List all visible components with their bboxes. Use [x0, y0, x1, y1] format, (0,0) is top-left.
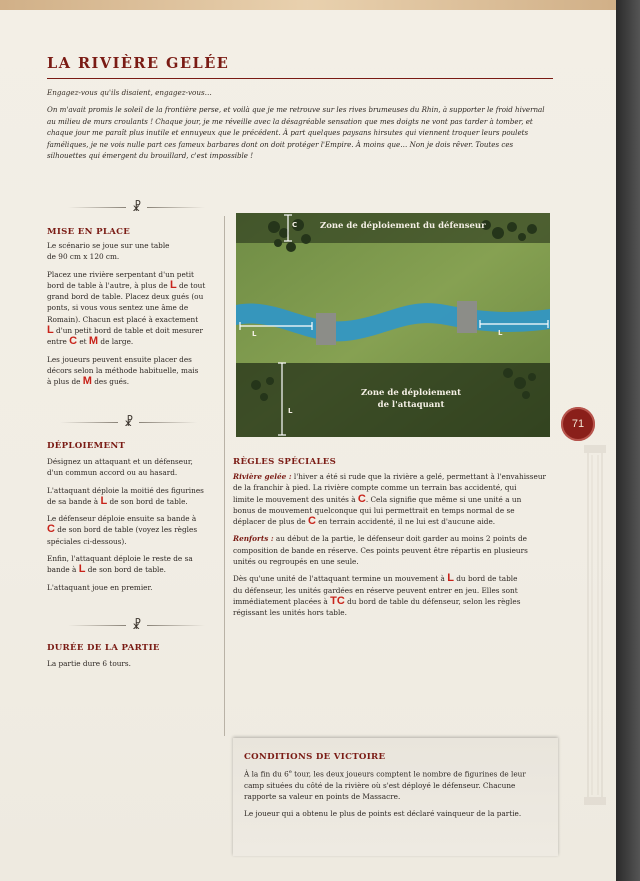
letter-L: L [78, 563, 86, 576]
text-line: régissant les unités hors table. [233, 608, 347, 618]
chi-rho-icon: ☧ [124, 415, 134, 429]
text-line: camp situées du côté de la rivière où s'est déployé le défenseur. Chacune [244, 780, 516, 790]
ford-left [316, 313, 336, 345]
text-line: bonus de mouvement quelconque qui lui permettrait en temps normal de se [233, 505, 515, 515]
text-line: L'attaquant déploie la moitié des figurines [47, 485, 204, 495]
chi-rho-icon: ☧ [132, 200, 142, 214]
text-line: à plus de M des gués. [47, 375, 130, 388]
victoire-text [244, 767, 554, 820]
text-line: Les joueurs peuvent ensuite placer des [47, 354, 192, 364]
letter-C: C [357, 492, 366, 505]
scan-edge [616, 0, 640, 881]
text-line: bande à L de son bord de table. [47, 563, 166, 576]
title-rule [47, 78, 553, 79]
letter-L: L [169, 278, 177, 291]
text-line: déplacer de plus de C en terrain accidenté, il ne lui est d'aucune aide. [233, 515, 496, 528]
map-label-l-right: L [498, 329, 503, 337]
attacker-zone-label-line: Zone de déploiement [360, 388, 462, 398]
text-line: décors selon la méthode habituelle, mais [47, 365, 199, 375]
text-line: spéciales ci-dessous). [47, 536, 127, 546]
page-title: LA RIVIÈRE GELÉE [47, 55, 230, 72]
intro-line: au milieu de murs croulants ! Chaque jour, je me réveille avec la désagréable sensation que mes doigts ne vont pas tarder à tomber, et [47, 116, 533, 126]
text-line: Rivière gelée : l'hiver a été si rude que la rivière a gelé, permettant à l'envahisseur [233, 472, 547, 481]
letter-L: L [47, 324, 54, 337]
text-line: unités ou regroupés en une seule. [233, 557, 359, 567]
text-line: limite le mouvement des unités à C. Cela signifie que même si une unité a un [233, 492, 522, 505]
text-line: Placez une rivière serpentant d'un petit [47, 269, 194, 279]
letter-M: M [88, 335, 99, 348]
intro-line: silhouettes qui émergent du brouillard, c'est impossible ! [47, 151, 254, 161]
column-pillar-decoration [582, 445, 608, 805]
column-divider [224, 216, 225, 736]
letter-C: C [307, 515, 316, 528]
intro-line: chaque jour me paraît plus inutile et ennuyeux que le précédent. À part quelques paysans hirsutes qui viennent troquer leurs poulets [47, 128, 529, 138]
text-line: À la fin du 6e tour, les deux joueurs comptent le nombre de figurines de leur [244, 769, 526, 779]
divider-line [147, 625, 205, 626]
letter-L: L [447, 572, 454, 585]
map-label-l-attacker: L [288, 407, 293, 415]
letter-M: M [82, 375, 92, 388]
attacker-zone-label [346, 387, 476, 411]
letter-TC: TC [330, 594, 345, 607]
divider-line [60, 422, 118, 423]
section-heading-deploiement: DÉPLOIEMENT [47, 441, 126, 451]
text-line: Désignez un attaquant et un défenseur, [47, 457, 193, 466]
text-line: de 90 cm x 120 cm. [47, 252, 120, 262]
ford-right [457, 301, 477, 333]
text-line: Le scénario se joue sur une table [47, 241, 170, 250]
chi-rho-divider [68, 200, 205, 214]
letter-L: L [100, 494, 108, 507]
text-line: entre C et M de large. [47, 335, 134, 348]
divider-line [68, 207, 126, 208]
map-label-c: C [292, 221, 298, 229]
text-line: du défenseur, les unités gardées en réserve peuvent entrer en jeu. Elles sont [233, 585, 518, 595]
intro-text [47, 104, 555, 162]
intro-lead: Engagez-vous qu'ils disaient, engagez-vous… [47, 88, 212, 97]
top-border [0, 0, 616, 10]
page-number-badge: 71 [561, 407, 595, 441]
text-line: C de son bord de table (voyez les règles [47, 523, 198, 536]
chi-rho-icon: ☧ [132, 618, 142, 632]
text-line: L d'un petit bord de table et doit mesurer [47, 324, 203, 337]
section-heading-regles: RÈGLES SPÉCIALES [233, 457, 337, 467]
intro-line: On m'avait promis le soleil de la frontière perse, et voilà que je me retrouve sur les rives brumeuses du Rhin, à supporter le froid hivernal [47, 105, 545, 114]
chi-rho-divider [60, 415, 197, 429]
chi-rho-divider [68, 618, 205, 632]
text-line: composition de bande en réserve. Ces points peuvent être répartis en plusieurs [233, 545, 528, 555]
deploiement-text [47, 456, 222, 593]
text-line: Romain). Chacun est placé à exactement [47, 314, 199, 324]
regles-text [233, 471, 553, 619]
text-line: bord de table à l'autre, à plus de L de tout [47, 278, 206, 291]
text-line: Enfin, l'attaquant déploie le reste de sa [47, 554, 193, 564]
mise-en-place-text [47, 240, 222, 388]
text-line: Le joueur qui a obtenu le plus de points est déclaré vainqueur de la partie. [244, 809, 522, 819]
duree-text: La partie dure 6 tours. [47, 659, 131, 668]
letter-C: C [69, 335, 78, 348]
divider-line [139, 422, 197, 423]
section-heading-mise-en-place: MISE EN PLACE [47, 227, 131, 237]
section-heading-victoire: CONDITIONS DE VICTOIRE [244, 752, 386, 762]
letter-C: C [47, 523, 55, 536]
defender-zone-label: Zone de déploiement du défenseur [320, 221, 486, 231]
divider-line [147, 207, 205, 208]
text-line: de la franchir à pied. La rivière compte comme un terrain bas accidenté, qui [233, 483, 517, 493]
text-line: immédiatement placées à TC du bord de table du défenseur, selon les règles [233, 594, 521, 607]
attacker-zone-label-line: de l'attaquant [377, 400, 445, 410]
section-heading-duree: DURÉE DE LA PARTIE [47, 643, 160, 653]
text-line: grand bord de table. Placez deux gués (ou [47, 292, 204, 302]
battlefield-map [236, 213, 550, 437]
text-line: rapporte sa valeur en points de Massacre. [244, 792, 401, 802]
text-line: Renforts : au début de la partie, le défenseur doit garder au moins 2 points de [233, 534, 527, 544]
map-label-l-left: L [252, 330, 257, 338]
text-line: Le défenseur déploie ensuite sa bande à [47, 514, 197, 524]
text-line: d'un commun accord ou au hasard. [47, 468, 178, 478]
divider-line [68, 625, 126, 626]
intro-line: faméliques, je ne vois nulle part ces fameux barbares dont on doit protéger l'Empire. À moins que… Non je dois rêver. Toutes ces [47, 139, 514, 149]
text-line: L'attaquant joue en premier. [47, 582, 153, 592]
text-line: Dès qu'une unité de l'attaquant termine un mouvement à L du bord de table [233, 572, 518, 585]
text-line: ponts, si vous vous sentez une âme de [47, 303, 189, 313]
text-line: de sa bande à L de son bord de table. [47, 494, 188, 507]
